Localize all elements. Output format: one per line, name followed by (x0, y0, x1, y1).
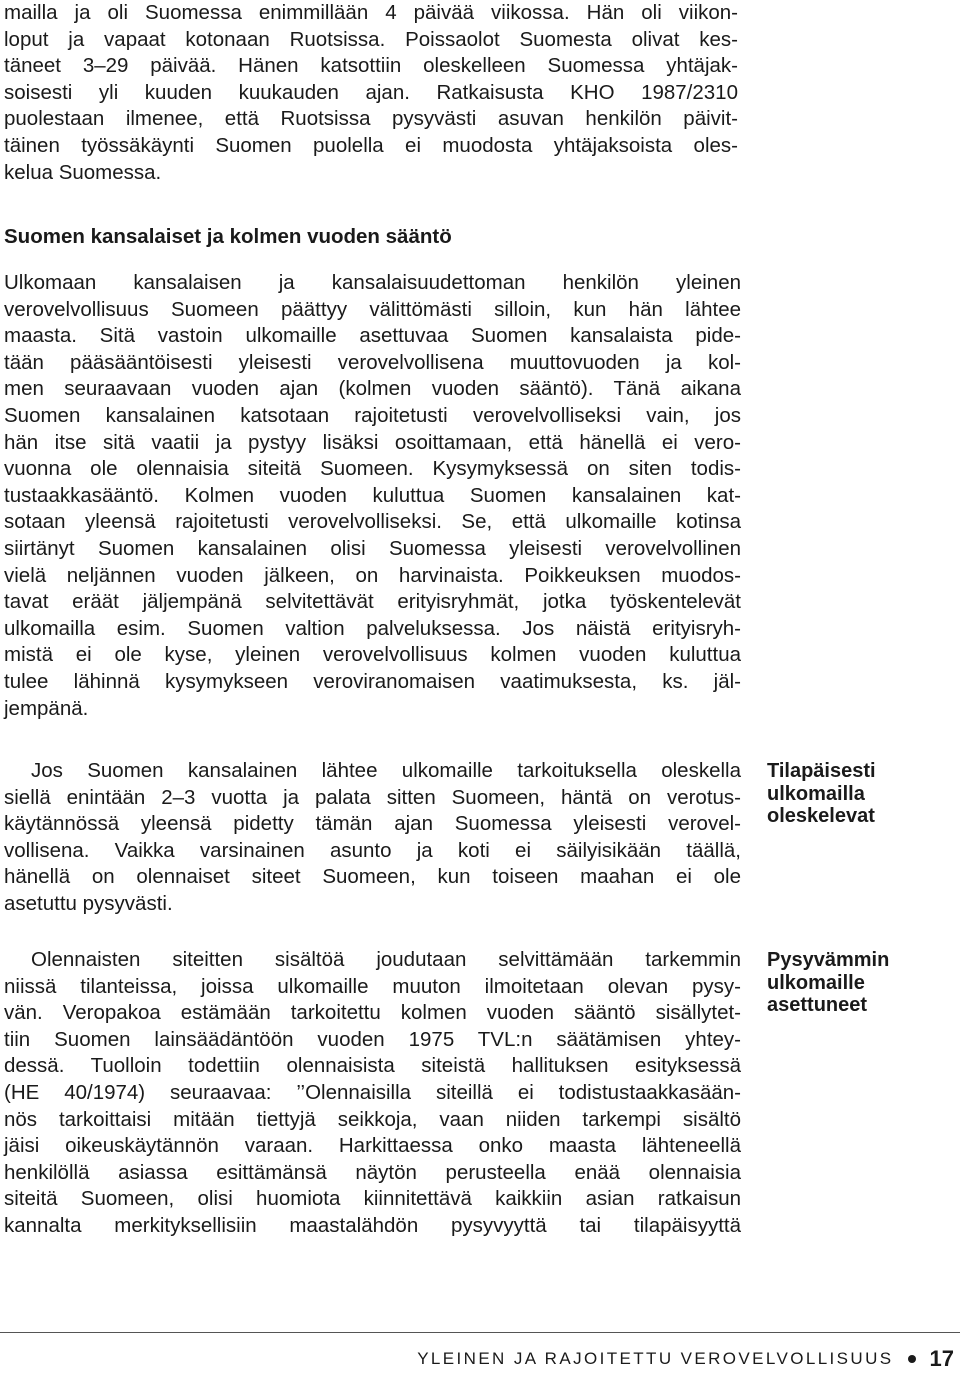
text-line: loput ja vapaat kotonaan Ruotsissa. Poissaolot Suomesta olivat kes- (4, 27, 738, 51)
text-line: puolestaan ilmenee, että Ruotsissa pysyvästi asuvan henkilön päivit- (4, 107, 738, 131)
margin-note-line: ulkomaille (767, 971, 865, 994)
text-line: vän. Veropakoa estämään tarkoitettu kolmen vuoden sääntö sisällytet- (4, 1001, 741, 1025)
text-line: siellä enintään 2–3 vuotta ja palata sitten Suomeen, häntä on verotus- (4, 785, 741, 809)
margin-note-line: ulkomailla (767, 782, 865, 805)
text-line: (HE 40/1974) seuraavaa: ’’Olennaisilla siteillä ei todistustaakkasään- (4, 1080, 741, 1104)
text-line: men seuraavaan vuoden ajan (kolmen vuoden sääntö). Tänä aikana (4, 377, 741, 401)
text-line: kelua Suomessa. (4, 160, 162, 184)
text-line: Ulkomaan kansalaisen ja kansalaisuudettoman henkilön yleinen (4, 271, 741, 294)
margin-note-line: Tilapäisesti (767, 760, 876, 782)
text-line: ulkomailla esim. Suomen valtion palveluksessa. Jos näistä erityisryh- (4, 616, 741, 640)
margin-note-temporary (767, 760, 876, 828)
text-line: täneet 3–29 päivää. Hänen katsottiin oleskelleen Suomessa yhtäjak- (4, 54, 738, 78)
intro-paragraph (4, 0, 738, 186)
text-line: verovelvollisuus Suomeen päättyy välittömästi silloin, kun hän lähtee (4, 297, 741, 321)
text-line: soisesti yli kuuden kuukauden ajan. Ratkaisusta KHO 1987/2310 (4, 80, 738, 104)
text-line: maillа ja oli Suomessa enimmillään 4 päivää viikossa. Hän oli viikon- (4, 1, 738, 24)
margin-note-line: Pysyvämmin (767, 949, 890, 971)
text-line: jäisi oikeuskäytännön varaan. Harkittaessa onko maasta lähteneellä (4, 1134, 741, 1158)
text-line: tavat eräät jäljempänä selvitettävät erityisryhmät, jotka työskentelevät (4, 590, 741, 614)
text-line: mistä ei ole kyse, yleinen verovelvollisuus kolmen vuoden kuluttua (4, 643, 741, 667)
text-line: hän itse sitä vaatii ja pystyy lisäksi osoittamaan, että hänellä ei vero- (4, 430, 741, 454)
text-line: tiin Suomen lainsäädäntöön vuoden 1975 TVL:n säätämisen yhtey- (4, 1027, 741, 1051)
bullet-icon (908, 1355, 916, 1363)
text-line: tulee lähinnä kysymykseen veroviranomaisen vaatimuksesta, ks. jäl- (4, 669, 741, 693)
text-line: vuonna ole olennaisia siteitä Suomeen. Kysymyksessä on siten todis- (4, 457, 741, 481)
text-line: Suomen kansalainen katsotaan rajoitetusti verovelvolliseksi vain, jos (4, 403, 741, 427)
text-line: nös tarkoittaisi mitään tiettyjä seikkoja, vaan niiden tarkempi sisältö (4, 1107, 741, 1131)
main-paragraph (4, 270, 741, 722)
text-line: niissä tilanteissa, joissa ulkomaille muuton ilmoitetaan olevan pysy- (4, 974, 741, 998)
text-line: siteitä Suomeen, olisi huomiota kiinnitettävä kaikkiin asian ratkaisun (4, 1187, 741, 1211)
footer-rule (0, 1332, 960, 1333)
text-line: käytännössä yleensä pidetty tämän ajan Suomessa yleisesti verovel- (4, 812, 741, 836)
text-line: sotaan yleensä rajoitetusti verovelvolliseksi. Se, että ulkomaille kotinsa (4, 510, 741, 534)
text-line: täinen työssäkäynti Suomen puolella ei muodosta yhtäjaksoista oles- (4, 133, 738, 157)
permanent-residents-paragraph (4, 947, 741, 1240)
text-line: henkilöllä asiassa esittämänsä näytön perusteella enää olennaisia (4, 1160, 741, 1184)
text-line: vielä neljännen vuoden jälkeen, on harvinaista. Poikkeuksen muodos- (4, 563, 741, 587)
text-line: siirtänyt Suomen kansalainen olisi Suomessa yleisesti verovelvollinen (4, 536, 741, 560)
text-line: dessä. Tuolloin todettiin olennaisista siteistä hallituksen esityksessä (4, 1054, 741, 1078)
margin-note-line: asettuneet (767, 994, 868, 1016)
temporary-residents-paragraph (4, 758, 741, 918)
margin-note-permanent (767, 949, 889, 1017)
text-line: Olennaisten siteitten sisältöä joudutaan selvittämään tarkemmin (31, 948, 741, 971)
text-line: vollisena. Vaikka varsinainen asunto ja koti ei säilyisikään täällä, (4, 838, 741, 862)
page-number: 17 (929, 1346, 954, 1371)
footer-title: YLEINEN JA RAJOITETTU VEROVELVOLLISUUS (417, 1349, 894, 1368)
page-footer (417, 1344, 954, 1374)
text-line: Jos Suomen kansalainen lähtee ulkomaille tarkoituksella oleskella (31, 759, 741, 782)
section-heading: Suomen kansalaiset ja kolmen vuoden sääntö (4, 225, 452, 248)
margin-note-line: oleskelevat (767, 805, 875, 827)
text-line: jempänä. (4, 696, 89, 720)
text-line: maasta. Sitä vastoin ulkomaille asettuvaa Suomen kansalaista pide- (4, 324, 741, 348)
text-line: kannalta merkityksellisiin maastalähdön pysyvyyttä tai tilapäisyyttä (4, 1213, 741, 1237)
text-line: hänellä on olennaiset siteet Suomeen, kun toiseen maahan ei ole (4, 865, 741, 889)
text-line: asetuttu pysyvästi. (4, 891, 173, 915)
text-line: tään pääsääntöisesti yleisesti verovelvollisena muuttovuoden ja kol- (4, 350, 741, 374)
text-line: tustaakkasääntö. Kolmen vuoden kuluttua Suomen kansalainen kat- (4, 483, 741, 507)
